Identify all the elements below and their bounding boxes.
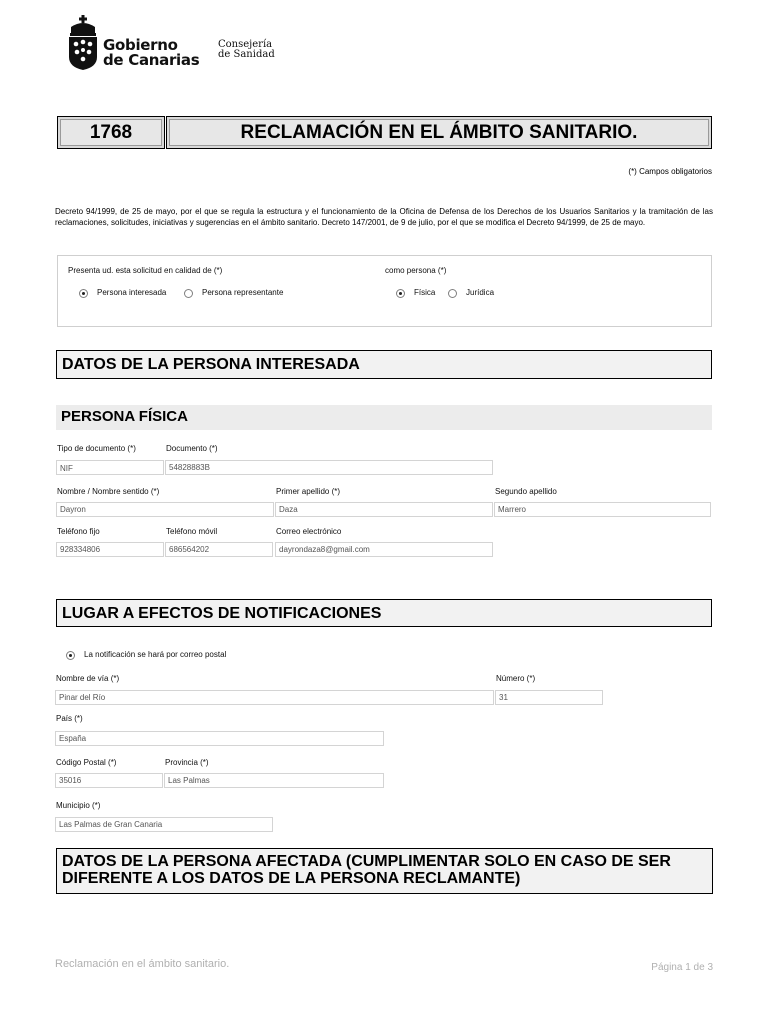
radio-persona-interesada-label: Persona interesada (97, 288, 167, 297)
doc-type-field[interactable]: NIF (56, 460, 164, 475)
logo-line-de-canarias: de Canarias (103, 51, 200, 69)
applicant-quality-label: Presenta ud. esta solicitud en calidad de (*) (68, 266, 223, 275)
surname1-field[interactable]: Daza (275, 502, 493, 517)
form-title-box (166, 116, 712, 149)
section-notifications: LUGAR A EFECTOS DE NOTIFICACIONES (56, 599, 712, 627)
required-fields-note: (*) Campos obligatorios (628, 167, 712, 176)
footer-page-number: Página 1 de 3 (651, 962, 713, 973)
municipality-field[interactable]: Las Palmas de Gran Canaria (55, 817, 273, 832)
form-code-box (57, 116, 165, 149)
street-label: Nombre de vía (*) (56, 674, 120, 683)
number-field[interactable]: 31 (495, 690, 603, 705)
country-label: País (*) (56, 714, 83, 723)
surname2-label: Segundo apellido (495, 487, 557, 496)
logo-line-gobierno: Gobierno (103, 36, 178, 54)
mobile-label: Teléfono móvil (166, 527, 218, 536)
radio-fisica[interactable] (396, 289, 405, 298)
surname2-field[interactable]: Marrero (494, 502, 711, 517)
footer-document-name: Reclamación en el ámbito sanitario. (55, 958, 230, 970)
name-field[interactable]: Dayron (56, 502, 274, 517)
form-title: RECLAMACIÓN EN EL ÁMBITO SANITARIO. (169, 119, 709, 146)
form-code: 1768 (60, 119, 162, 146)
postal-code-field[interactable]: 35016 (55, 773, 163, 788)
radio-juridica-label: Jurídica (466, 288, 495, 297)
subsection-physical-person: PERSONA FÍSICA (56, 405, 712, 430)
document-field[interactable]: 54828883B (165, 460, 493, 475)
radio-postal-notification[interactable] (66, 651, 75, 660)
surname1-label: Primer apellido (*) (276, 487, 341, 496)
street-field[interactable]: Pinar del Río (55, 690, 494, 705)
email-field[interactable]: dayrondaza8@gmail.com (275, 542, 493, 557)
radio-juridica[interactable] (448, 289, 457, 298)
postal-notification-label: La notificación se hará por correo postal (84, 650, 227, 659)
legal-notice: Decreto 94/1999, de 25 de mayo, por el que se regula la estructura y el funcionamiento de la Oficina de Defensa de los Derechos de los Usuarios Sanitarios y la tramitación de las reclamaciones, solicitudes, iniciativas y sugerencias en el ámbito sanitario. Decreto 147/2001, de 9 de julio, por el que se modifica el Decreto 94/1999, de 25 de mayo. (55, 207, 713, 227)
canarias-coat-of-arms-logo (67, 15, 99, 71)
municipality-label: Municipio (*) (56, 801, 101, 810)
radio-persona-interesada[interactable] (79, 289, 88, 298)
radio-persona-representante-label: Persona representante (202, 288, 284, 297)
phone-label: Teléfono fijo (57, 527, 100, 536)
postal-code-label: Código Postal (*) (56, 758, 117, 767)
country-field[interactable]: España (55, 731, 384, 746)
radio-fisica-label: Física (414, 288, 436, 297)
section-affected-person: DATOS DE LA PERSONA AFECTADA (CUMPLIMENTAR SOLO EN CASO DE SER DIFERENTE A LOS DATOS DE LA PERSONA RECLAMANTE) (56, 848, 713, 894)
phone-field[interactable]: 928334806 (56, 542, 164, 557)
department-line-2: de Sanidad (218, 49, 275, 60)
section-interested-person: DATOS DE LA PERSONA INTERESADA (56, 350, 712, 379)
department-line-1: Consejería (218, 39, 273, 50)
radio-persona-representante[interactable] (184, 289, 193, 298)
number-label: Número (*) (496, 674, 536, 683)
document-label: Documento (*) (166, 444, 218, 453)
person-type-label: como persona (*) (385, 266, 447, 275)
province-field[interactable]: Las Palmas (164, 773, 384, 788)
province-label: Provincia (*) (165, 758, 209, 767)
mobile-field[interactable]: 686564202 (165, 542, 273, 557)
doc-type-label: Tipo de documento (*) (57, 444, 136, 453)
name-label: Nombre / Nombre sentido (*) (57, 487, 160, 496)
email-label: Correo electrónico (276, 527, 342, 536)
